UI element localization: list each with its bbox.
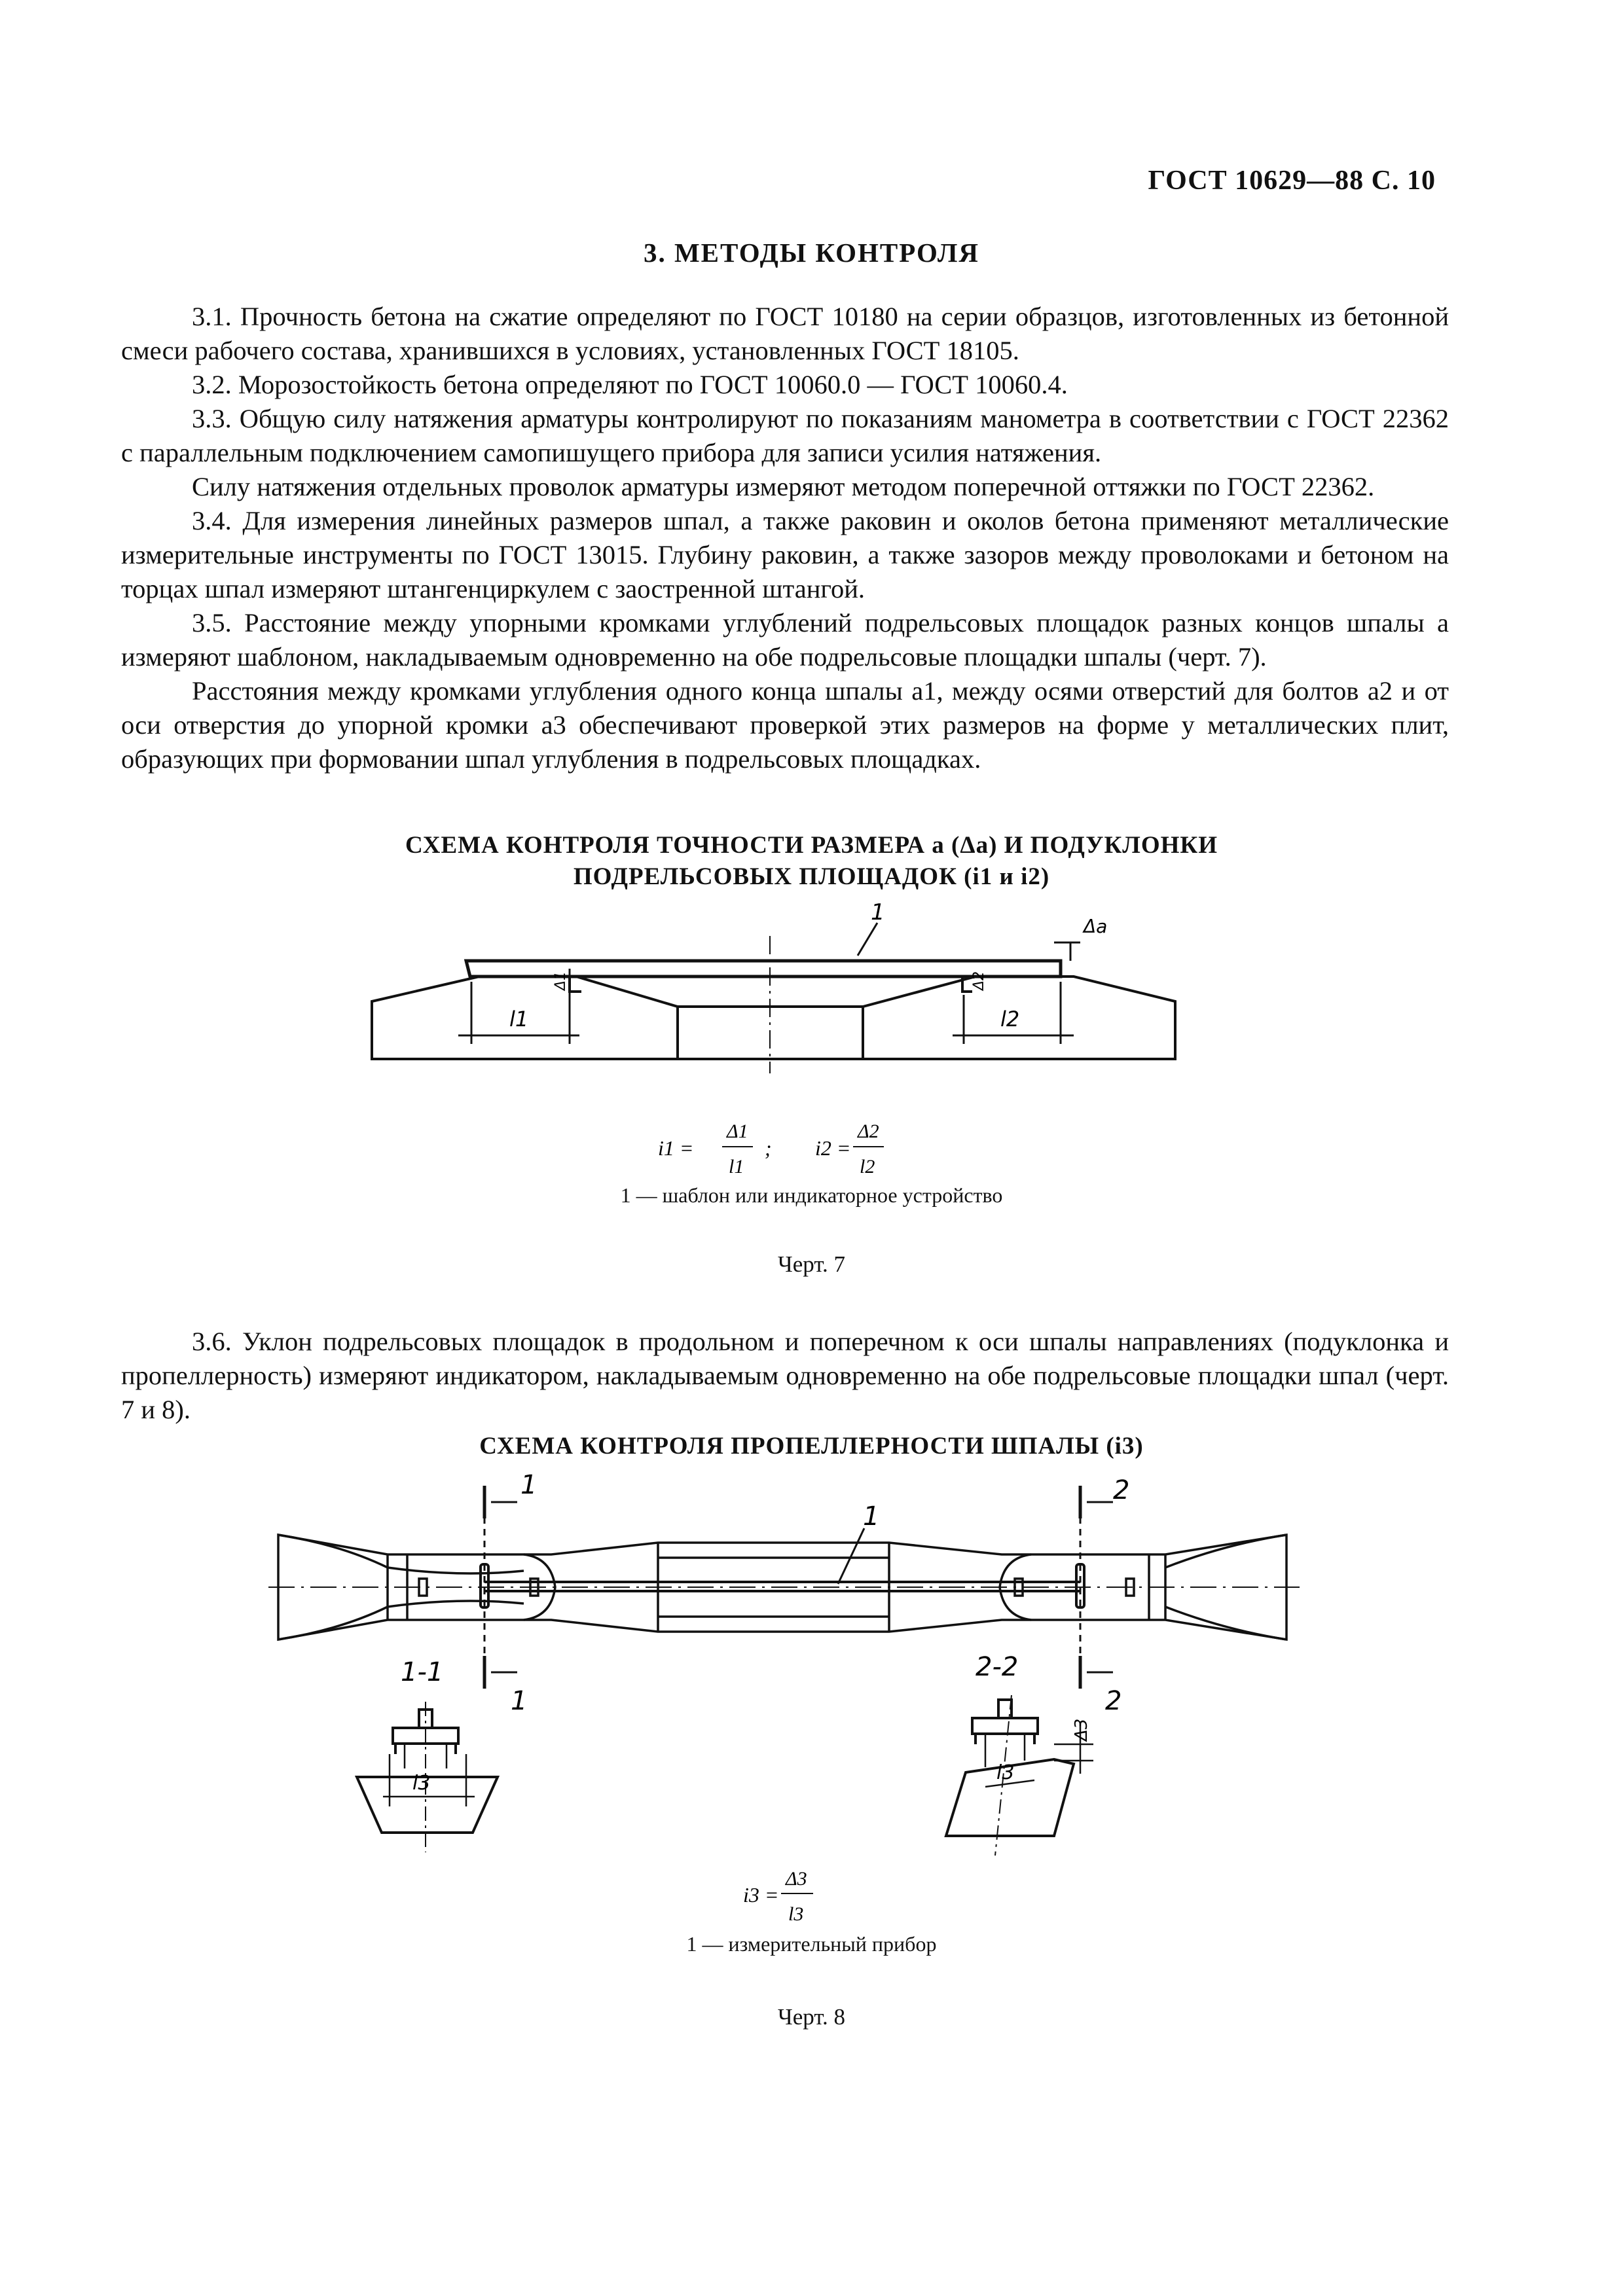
figure7-label-l1: l1 <box>509 1007 529 1031</box>
formula8-num: Δ3 <box>786 1868 807 1890</box>
section-title: 3. МЕТОДЫ КОНТРОЛЯ <box>643 238 980 268</box>
figure7-label-delta2: Δ2 <box>971 971 987 990</box>
figure8-cut-mark-2-top: 2 <box>1113 1475 1130 1505</box>
figure8-label-1: 1 <box>863 1501 880 1532</box>
formula7-i1-lhs: i1 = <box>658 1136 694 1160</box>
figure8-legend: 1 — измерительный прибор <box>686 1932 937 1956</box>
paragraph-3-2: 3.2. Морозостойкость бетона определяют по ГОСТ 10060.0 — ГОСТ 10060.4. <box>192 370 1068 399</box>
figure8-label-delta3: Δ3 <box>1072 1718 1091 1741</box>
figure8-title: СХЕМА КОНТРОЛЯ ПРОПЕЛЛЕРНОСТИ ШПАЛЫ (i3) <box>479 1433 1144 1460</box>
figure7-title-line2: ПОДРЕЛЬСОВЫХ ПЛОЩАДОК (i1 и i2) <box>573 863 1050 890</box>
figure8-cut-mark-1-bottom: 1 <box>511 1686 528 1716</box>
section-1-1-drawing <box>357 1710 498 1833</box>
paragraph-3-6: 3.6. Уклон подрельсовых площадок в продольном и поперечном к оси шпалы направлениях (подуклонка и пропеллерность) измеряют индикатором, накладываемым одновременно на обе подрельсовые площадки шпал (черт. 7 и 8). <box>121 1327 1449 1424</box>
figure7-caption: Черт. 7 <box>778 1251 845 1277</box>
figure7-title-line1: СХЕМА КОНТРОЛЯ ТОЧНОСТИ РАЗМЕРА a (Δa) И ПОДУКЛОНКИ <box>405 832 1218 859</box>
paragraph-3-3-cont: Силу натяжения отдельных проволок арматуры измеряют методом поперечной оттяжки по ГОСТ 22362. <box>192 472 1375 501</box>
document-header: ГОСТ 10629—88 С. 10 <box>1148 166 1436 196</box>
formula7-i2-lhs: i2 = <box>815 1136 851 1160</box>
formula7-num1: Δ1 <box>727 1121 748 1142</box>
figure8-cut-mark-1-top: 1 <box>520 1470 538 1500</box>
paragraph-3-5: 3.5. Расстояние между упорными кромками углублений подрельсовых площадок разных концов шпалы a измеряют шаблоном, накладываемым одновременно на обе подрельсовые площадки шпалы (черт. 7). <box>121 608 1449 672</box>
figure8-label-l3-right: l3 <box>996 1761 1015 1784</box>
figure8-cut-mark-2-bottom: 2 <box>1105 1686 1122 1716</box>
formula8-den: l3 <box>788 1903 804 1925</box>
figure7-label-1: 1 <box>871 899 885 925</box>
figure7-label-delta-a: Δa <box>1084 916 1108 937</box>
figure7-label-l2: l2 <box>1000 1007 1020 1031</box>
paragraph-3-4: 3.4. Для измерения линейных размеров шпал, а также раковин и околов бетона применяют металлические измерительные инструменты по ГОСТ 13015. Глубину раковин, а также зазоров между проволоками и бетоном на торцах шпал измеряют штангенциркулем с заостренной штангой. <box>121 506 1449 603</box>
figure8-section-2-2: 2-2 <box>976 1652 1019 1682</box>
formula8-i3-lhs: i3 = <box>743 1883 779 1907</box>
figure8-caption: Черт. 8 <box>778 2004 845 2030</box>
paragraph-3-5-cont: Расстояния между кромками углубления одного конца шпалы a1, между осями отверстий для болтов a2 и от оси отверстия до упорной кромки a3 обеспечивают проверкой этих размеров на форме у металлических плит, образующих при формовании шпал углубления в подрельсовых площадках. <box>121 676 1449 774</box>
figure8-label-l3-left: l3 <box>412 1772 431 1795</box>
paragraph-3-3: 3.3. Общую силу натяжения арматуры контролируют по показаниям манометра в соответствии с ГОСТ 22362 с параллельным подключением самопишущего прибора для записи усилия натяжения. <box>121 404 1449 467</box>
formula7-num2: Δ2 <box>858 1121 879 1142</box>
formula7-den1: l1 <box>729 1156 744 1177</box>
figure7-label-delta1: Δ1 <box>553 971 569 990</box>
formula7-den2: l2 <box>860 1156 875 1177</box>
formula7-sep: ; <box>765 1136 772 1160</box>
paragraph-3-1: 3.1. Прочность бетона на сжатие определяют по ГОСТ 10180 на серии образцов, изготовленных из бетонной смеси рабочего состава, хранившихся в условиях, установленных ГОСТ 18105. <box>121 302 1449 365</box>
figure8-section-1-1: 1-1 <box>401 1657 444 1687</box>
figure7-legend: 1 — шаблон или индикаторное устройство <box>620 1183 1003 1207</box>
